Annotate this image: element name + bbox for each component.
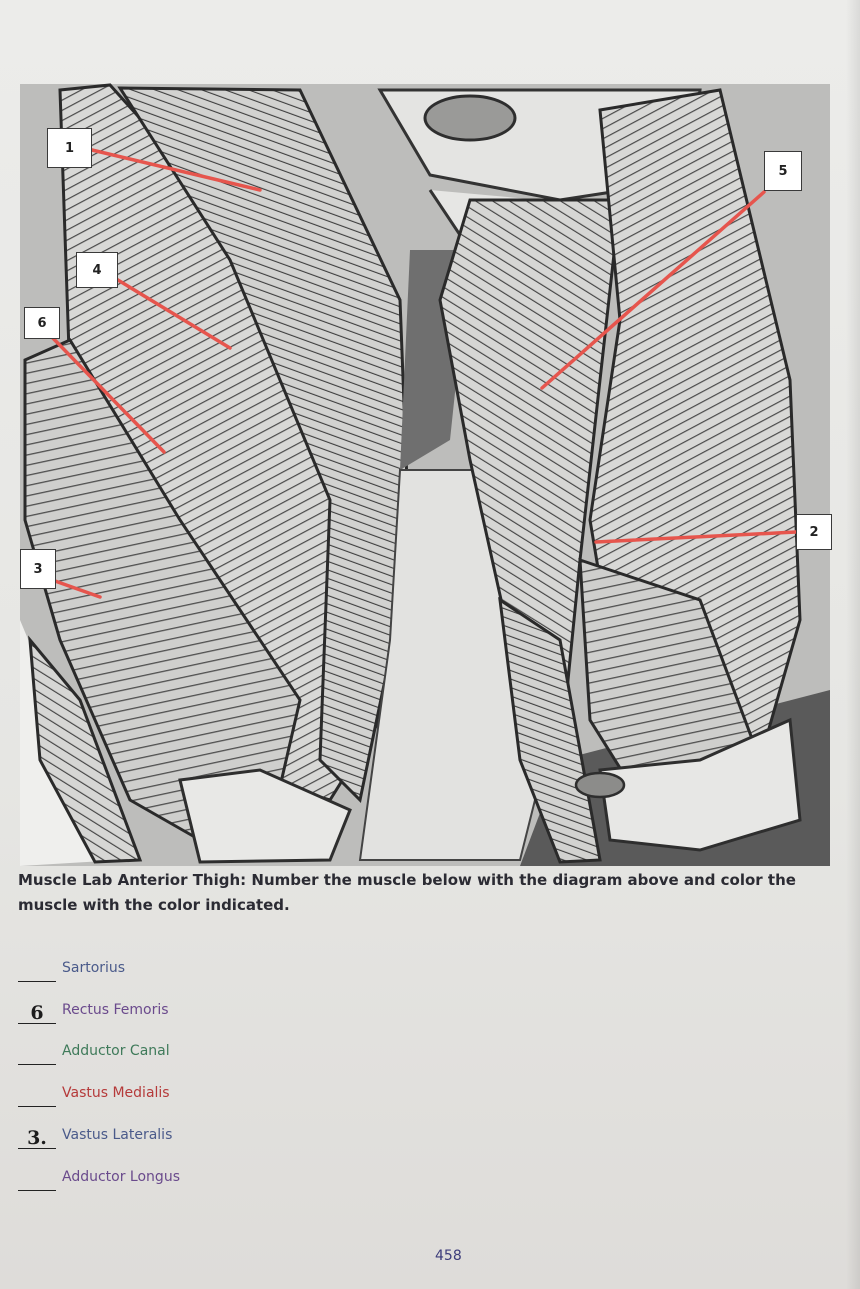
answer-blank[interactable] (18, 1170, 56, 1191)
muscle-label: Vastus Lateralis (62, 1127, 173, 1143)
list-item-vastus-medialis (18, 1083, 338, 1113)
knee-structure (576, 773, 624, 797)
muscle-label: Sartorius (62, 960, 126, 976)
callout-6: 6 (24, 307, 60, 339)
callout-3: 3 (20, 549, 56, 589)
callout-1: 1 (47, 128, 92, 168)
instructions-text: Muscle Lab Anterior Thigh: Number the muscle below with the diagram above and color the muscle with the color indicated. (18, 871, 796, 914)
muscle-label: Adductor Longus (62, 1169, 180, 1185)
answer-blank[interactable] (18, 1086, 56, 1107)
list-item-rectus-femoris (18, 1000, 338, 1030)
answer-blank[interactable] (18, 1044, 56, 1065)
list-item-vastus-lateralis (18, 1125, 338, 1155)
muscle-label: Vastus Medialis (62, 1085, 170, 1101)
callout-2: 2 (796, 514, 832, 550)
callout-4: 4 (76, 252, 118, 288)
pelvic-opening (425, 96, 515, 140)
muscle-label: Rectus Femoris (62, 1002, 169, 1018)
answer-blank[interactable]: 6 (18, 1003, 56, 1024)
page-number: 458 (435, 1248, 462, 1264)
callout-5: 5 (764, 151, 802, 191)
muscle-label: Adductor Canal (62, 1043, 170, 1059)
list-item-adductor-longus (18, 1167, 338, 1197)
answer-blank[interactable]: 3. (18, 1128, 56, 1149)
page-edge-shadow (846, 0, 860, 1289)
list-item-sartorius (18, 958, 338, 988)
list-item-adductor-canal (18, 1041, 338, 1071)
answer-blank[interactable] (18, 961, 56, 982)
